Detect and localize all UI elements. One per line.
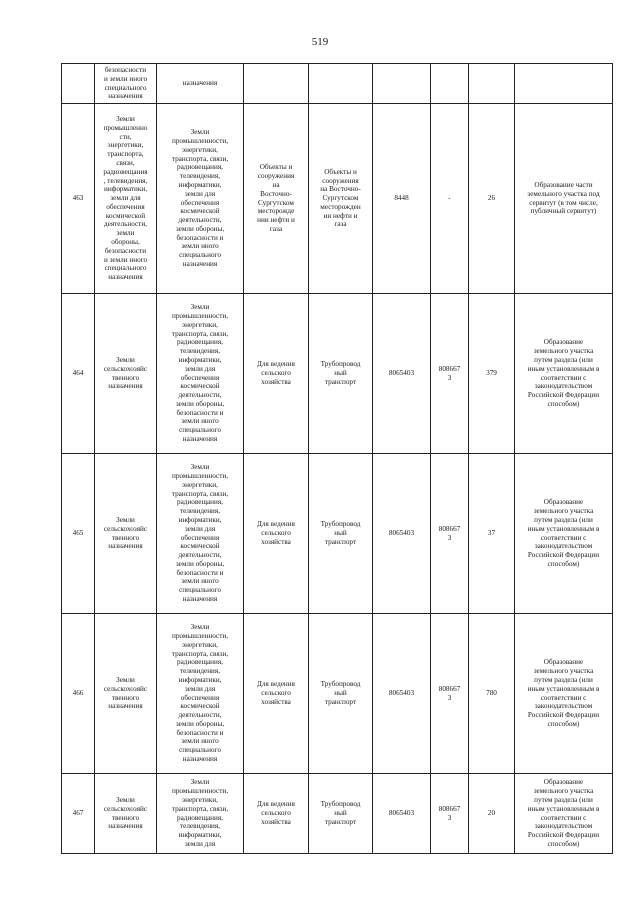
cell-parcel-from: 8065403 bbox=[373, 294, 431, 454]
cell-num: 466 bbox=[62, 614, 95, 774]
cell-parcel-from: 8065403 bbox=[373, 454, 431, 614]
cell-use-from: Объекты и сооружения на Восточно- Сургутском месторожде нии нефти и газа bbox=[244, 104, 309, 294]
cell-area bbox=[469, 64, 515, 104]
cell-method: Образование земельного участка путем раздела (или иным установленным в соответствии с законодательством Российской Федерации способом) bbox=[515, 454, 613, 614]
cell-area: 37 bbox=[469, 454, 515, 614]
cell-area: 379 bbox=[469, 294, 515, 454]
cell-parcel-to: 808667 3 bbox=[431, 774, 469, 854]
cell-category-from: Земли сельскохозяйс твенного назначения bbox=[95, 294, 157, 454]
cell-use-from: Для ведения сельского хозяйства bbox=[244, 774, 309, 854]
cell-category-from: Земли сельскохозяйс твенного назначения bbox=[95, 454, 157, 614]
cell-use-from: Для ведения сельского хозяйства bbox=[244, 454, 309, 614]
cell-parcel-to: 808667 3 bbox=[431, 454, 469, 614]
cell-category-to: Земли промышленности, энергетики, транспорта, связи, радиовещания, телевидения, информатики, земли для bbox=[157, 774, 244, 854]
cell-parcel-from: 8448 bbox=[373, 104, 431, 294]
cell-category-to: Земли промышленности, энергетики, транспорта, связи, радиовещания, телевидения, информатики, земли для обеспечения космической деятельности, земли обороны, безопасности и земли иного специального назначения bbox=[157, 454, 244, 614]
table-row bbox=[62, 294, 613, 454]
cell-use-to: Объекты и сооружения на Восточно- Сургутском месторожден ии нефти и газа bbox=[309, 104, 373, 294]
cell-category-from: Земли сельскохозяйс твенного назначения bbox=[95, 774, 157, 854]
cell-num: 463 bbox=[62, 104, 95, 294]
cell-num: 465 bbox=[62, 454, 95, 614]
cell-area: 20 bbox=[469, 774, 515, 854]
cell-category-to: Земли промышленности, энергетики, транспорта, связи, радиовещания, телевидения, информатики, земли для обеспечения космической деятельности, земли обороны, безопасности и земли иного специального назначения bbox=[157, 104, 244, 294]
cell-use-from: Для ведения сельского хозяйства bbox=[244, 614, 309, 774]
cell-method: Образование части земельного участка под сервитут (в том числе, публичный сервитут) bbox=[515, 104, 613, 294]
cell-use-from: Для ведения сельского хозяйства bbox=[244, 294, 309, 454]
cell-num: 464 bbox=[62, 294, 95, 454]
table-row-continuation bbox=[62, 64, 613, 104]
cell-category-from: безопасности и земли иного специального назначения bbox=[95, 64, 157, 104]
cell-method: Образование земельного участка путем раздела (или иным установленным в соответствии с законодательством Российской Федерации способом) bbox=[515, 614, 613, 774]
cell-area: 780 bbox=[469, 614, 515, 774]
cell-parcel-from bbox=[373, 64, 431, 104]
land-table bbox=[61, 63, 613, 854]
table-row bbox=[62, 774, 613, 854]
cell-parcel-from: 8065403 bbox=[373, 774, 431, 854]
cell-category-from: Земли промышленно сти, энергетики, транспорта, связи, радиовещания , телевидения, информатики, земли для обеспечения космической деятельности, земли обороны, безопасности и земли иного специального назначения bbox=[95, 104, 157, 294]
cell-parcel-to bbox=[431, 64, 469, 104]
cell-num: 467 bbox=[62, 774, 95, 854]
cell-category-from: Земли сельскохозяйс твенного назначения bbox=[95, 614, 157, 774]
cell-use-to: Трубопровод ный транспорт bbox=[309, 774, 373, 854]
cell-method: Образование земельного участка путем раздела (или иным установленным в соответствии с законодательством Российской Федерации способом) bbox=[515, 774, 613, 854]
page-number: 519 bbox=[311, 36, 329, 48]
table-row bbox=[62, 104, 613, 294]
cell-use-to bbox=[309, 64, 373, 104]
cell-area: 26 bbox=[469, 104, 515, 294]
cell-num bbox=[62, 64, 95, 104]
cell-method: Образование земельного участка путем раздела (или иным установленным в соответствии с законодательством Российской Федерации способом) bbox=[515, 294, 613, 454]
cell-parcel-to: 808667 3 bbox=[431, 294, 469, 454]
cell-category-to: Земли промышленности, энергетики, транспорта, связи, радиовещания, телевидения, информатики, земли для обеспечения космической деятельности, земли обороны, безопасности и земли иного специального назначения bbox=[157, 294, 244, 454]
cell-category-to: назначения bbox=[157, 64, 244, 104]
cell-parcel-to: 808667 3 bbox=[431, 614, 469, 774]
cell-category-to: Земли промышленности, энергетики, транспорта, связи, радиовещания, телевидения, информатики, земли для обеспечения космической деятельности, земли обороны, безопасности и земли иного специального назначения bbox=[157, 614, 244, 774]
cell-method bbox=[515, 64, 613, 104]
cell-parcel-from: 8065403 bbox=[373, 614, 431, 774]
table-row bbox=[62, 454, 613, 614]
cell-use-to: Трубопровод ный транспорт bbox=[309, 614, 373, 774]
cell-use-to: Трубопровод ный транспорт bbox=[309, 454, 373, 614]
cell-parcel-to: - bbox=[431, 104, 469, 294]
cell-use-from bbox=[244, 64, 309, 104]
cell-use-to: Трубопровод ный транспорт bbox=[309, 294, 373, 454]
table-row bbox=[62, 614, 613, 774]
